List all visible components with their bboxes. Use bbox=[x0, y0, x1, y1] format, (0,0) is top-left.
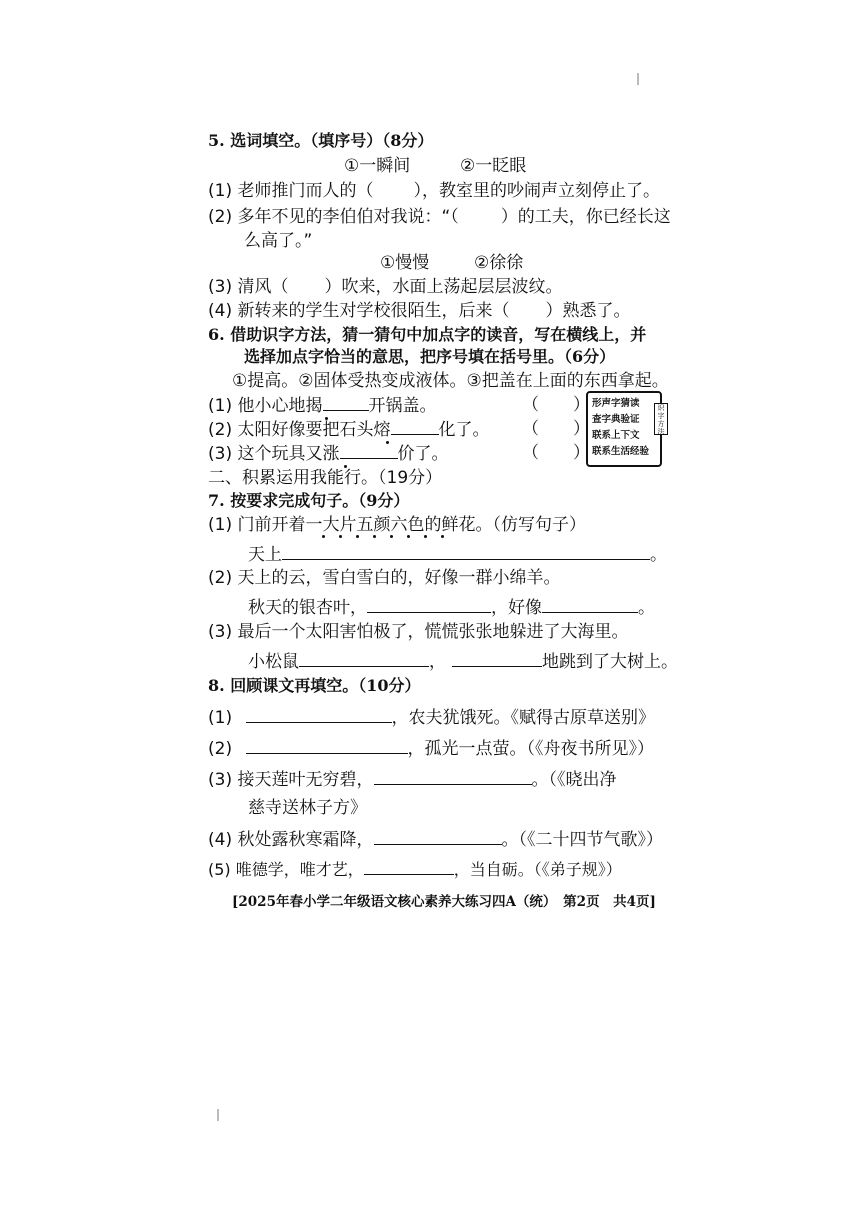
item-text-before: 唯德学，唯才艺， bbox=[235, 860, 364, 879]
item-number: (3) bbox=[208, 622, 233, 642]
item-number: (1) bbox=[208, 396, 233, 416]
item-text: 门前开着一大片五颜六色的鲜花。（仿写句子） bbox=[237, 515, 586, 535]
item-number: (3) bbox=[208, 770, 233, 790]
answer-blank[interactable] bbox=[374, 768, 532, 785]
item-number: (2) bbox=[208, 568, 233, 588]
q6-title-line1: 6. 借助识字方法，猜一猜句中加点字的读音，写在横线上，并 bbox=[208, 325, 647, 344]
q5-option-a2: ②一眨眼 bbox=[460, 156, 527, 176]
q7-answer-1 bbox=[248, 543, 667, 566]
item-text-after: 。（《二十四节气歌》） bbox=[501, 830, 663, 850]
q5-item-1 bbox=[208, 180, 660, 202]
item-number: (2) bbox=[208, 739, 233, 759]
q6-item-3 bbox=[208, 442, 449, 465]
item-text-before: 多年不见的李伯伯对我说：“（ bbox=[237, 207, 459, 227]
item-text-before: 秋处露秋寒霜降， bbox=[237, 830, 374, 850]
q5-item-2 bbox=[208, 206, 671, 228]
item-text-after: 。（《晓出净 bbox=[531, 770, 617, 790]
item-number: (3) bbox=[208, 444, 233, 464]
item-text: 最后一个太阳害怕极了，慌慌张张地躲进了大海里。 bbox=[237, 622, 629, 642]
q8-title: 8. 回顾课文再填空。（10分） bbox=[208, 676, 421, 695]
answer-blank[interactable] bbox=[282, 543, 650, 560]
item-number: (1) bbox=[208, 708, 233, 728]
hint-line: 查字典验证 bbox=[592, 414, 640, 425]
emphasis-dot bbox=[373, 535, 376, 538]
item-number: (2) bbox=[208, 420, 233, 440]
item-text-before: 清风（ bbox=[237, 277, 289, 297]
emphasis-dot bbox=[339, 535, 342, 538]
emphasis-dot bbox=[441, 535, 444, 538]
answer-blank[interactable] bbox=[452, 650, 542, 667]
emphasis-dot bbox=[322, 535, 325, 538]
item-text: 天上的云，雪白雪白的，好像一群小绵羊。 bbox=[237, 568, 561, 588]
answer-blank[interactable] bbox=[364, 858, 454, 875]
answer-prefix: 小松鼠 bbox=[248, 652, 299, 672]
q6-meanings: ①提高。②固体受热变成液体。③把盖在上面的东西拿起。 bbox=[232, 371, 669, 391]
answer-prefix: 天上 bbox=[248, 545, 282, 565]
answer-prefix: 秋天的银杏叶， bbox=[248, 598, 367, 618]
q7-item-3 bbox=[208, 621, 629, 643]
item-number: (3) bbox=[208, 277, 233, 297]
q5-item-3 bbox=[208, 276, 563, 298]
item-number: (4) bbox=[208, 830, 233, 850]
item-text-after: 价了。 bbox=[397, 444, 449, 464]
item-number: (1) bbox=[208, 515, 233, 535]
item-text-after: ）的工夫，你已经长这 bbox=[500, 207, 671, 227]
pinyin-blank[interactable] bbox=[323, 394, 369, 411]
q8-item-3-cont: 慈寺送林子方》 bbox=[248, 798, 367, 818]
q6-paren-1[interactable]: （ ） bbox=[522, 395, 590, 415]
scan-mark bbox=[217, 1109, 219, 1121]
item-text-after: 开锅盖。 bbox=[368, 396, 437, 416]
emphasis-dot bbox=[424, 535, 427, 538]
item-text-after: ）吹来，水面上荡起层层波纹。 bbox=[324, 277, 563, 297]
q6-title-line2: 选择加点字恰当的意思，把序号填在括号里。（6分） bbox=[244, 347, 616, 366]
page-footer: [2025年春小学二年级语文核心素养大练习四A（统） 第2页 共4页] bbox=[232, 894, 656, 910]
q8-item-3 bbox=[208, 768, 617, 791]
q5-option-b1: ①慢慢 bbox=[380, 253, 430, 273]
item-number: (2) bbox=[208, 207, 233, 227]
q7-title: 7. 按要求完成句子。（9分） bbox=[208, 491, 410, 510]
item-number: (5) bbox=[208, 860, 231, 879]
answer-blank[interactable] bbox=[542, 596, 638, 613]
pinyin-blank[interactable] bbox=[391, 418, 439, 435]
hint-line: 联系生活经验 bbox=[592, 446, 650, 457]
item-text-after: ，孤光一点萤。（《舟夜书所见》） bbox=[407, 739, 654, 759]
scan-mark bbox=[637, 73, 639, 85]
hint-line: 联系上下文 bbox=[592, 430, 640, 441]
q5-option-a1: ①一瞬间 bbox=[344, 156, 411, 176]
answer-blank[interactable] bbox=[374, 828, 502, 845]
answer-end: 地跳到了大树上。 bbox=[542, 652, 678, 672]
item-text-after: ），教室里的吵闹声立刻停止了。 bbox=[413, 181, 660, 201]
answer-blank[interactable] bbox=[246, 737, 408, 754]
q7-item-2 bbox=[208, 567, 561, 589]
item-text-after: ）熟悉了。 bbox=[545, 301, 631, 321]
answer-mid: ， bbox=[429, 652, 446, 672]
q8-item-1 bbox=[208, 706, 655, 729]
answer-blank[interactable] bbox=[246, 706, 392, 723]
item-text-before: 老师推门而人的（ bbox=[237, 181, 374, 201]
item-text-before: 新转来的学生对学校很陌生，后来（ bbox=[237, 301, 510, 321]
emphasis-dot bbox=[356, 535, 359, 538]
emphasis-dot bbox=[390, 535, 393, 538]
item-text-after: 化了。 bbox=[438, 420, 490, 440]
item-text-after: ，农夫犹饿死。《赋得古原草送别》 bbox=[391, 708, 655, 728]
answer-mid: ，好像 bbox=[491, 598, 542, 618]
q5-title: 5. 选词填空。（填序号）（8分） bbox=[208, 131, 434, 150]
item-text-after: ，当自砺。（《弟子规》） bbox=[453, 860, 622, 879]
emphasis-dot bbox=[407, 535, 410, 538]
answer-blank[interactable] bbox=[367, 596, 491, 613]
item-text-before: 太阳好像要把石头熔 bbox=[237, 420, 391, 440]
q5-item-2-cont: 么高了。” bbox=[244, 231, 313, 251]
answer-end: 。 bbox=[638, 598, 655, 618]
hint-line: 形声字猜读 bbox=[592, 398, 640, 409]
item-number: (4) bbox=[208, 301, 233, 321]
q5-item-4 bbox=[208, 300, 631, 322]
pinyin-blank[interactable] bbox=[340, 442, 398, 459]
item-text-before: 接天莲叶无穷碧， bbox=[237, 770, 374, 790]
item-text-before: 他小心地揭 bbox=[237, 396, 323, 416]
q7-answer-3 bbox=[248, 650, 678, 673]
q8-item-2 bbox=[208, 737, 654, 760]
answer-blank[interactable] bbox=[299, 650, 429, 667]
q6-item-2 bbox=[208, 418, 490, 441]
hint-tab-label: 识字方法 bbox=[654, 403, 668, 435]
q7-answer-2 bbox=[248, 596, 655, 619]
q8-item-4 bbox=[208, 828, 663, 851]
q8-item-5 bbox=[208, 858, 622, 881]
q7-item-1 bbox=[208, 514, 586, 536]
item-text-before: 这个玩具又涨 bbox=[237, 444, 340, 464]
q5-option-b2: ②徐徐 bbox=[474, 253, 524, 273]
q6-item-1 bbox=[208, 394, 437, 417]
item-number: (1) bbox=[208, 181, 233, 201]
literacy-methods-box bbox=[586, 391, 665, 467]
q6-paren-2[interactable]: （ ） bbox=[522, 419, 590, 439]
section2-title: 二、积累运用我能行。（19分） bbox=[208, 468, 443, 488]
q6-paren-3[interactable]: （ ） bbox=[522, 443, 590, 463]
answer-end: 。 bbox=[650, 545, 667, 565]
